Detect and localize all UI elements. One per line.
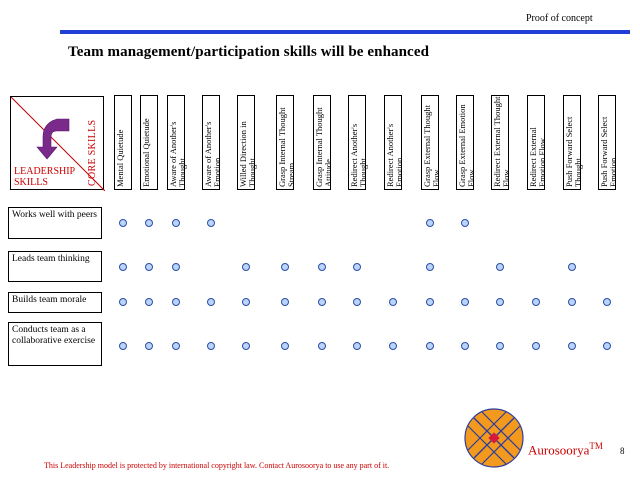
matrix-dot	[145, 263, 153, 271]
matrix-dot	[353, 298, 361, 306]
column-header-label: Redirect Another's Thought	[349, 123, 368, 187]
brand-name	[528, 441, 603, 458]
matrix-dot	[461, 219, 469, 227]
matrix-dot	[353, 263, 361, 271]
column-header-label: Aware of Another's Thought	[168, 121, 187, 187]
leadership-skills-label: LEADERSHIP SKILLS	[14, 166, 75, 188]
matrix-dot	[318, 298, 326, 306]
matrix-dot	[426, 219, 434, 227]
row-header-label: Leads team thinking	[12, 254, 90, 264]
matrix-dot	[172, 219, 180, 227]
matrix-dot	[461, 298, 469, 306]
matrix-dot	[281, 263, 289, 271]
matrix-dot	[318, 342, 326, 350]
column-header-label: Push Forward Select Emotion	[599, 116, 618, 187]
matrix-dot	[426, 342, 434, 350]
column-header	[421, 95, 439, 190]
matrix-dot	[426, 263, 434, 271]
matrix-dot	[145, 342, 153, 350]
column-header	[140, 95, 158, 190]
matrix-dot	[532, 298, 540, 306]
matrix-dot	[207, 219, 215, 227]
column-header-label: Redirect Another's Emotion	[385, 123, 404, 187]
column-header	[167, 95, 185, 190]
brand-text: Aurosoorya	[528, 442, 590, 458]
column-header-label: Willed Direction in Thought	[238, 121, 257, 187]
matrix-dot	[281, 298, 289, 306]
matrix-dot	[603, 298, 611, 306]
column-header-label: Push Forward Select Thought	[564, 116, 583, 187]
matrix-dot	[119, 263, 127, 271]
column-header	[237, 95, 255, 190]
copyright-footer: This Leadership model is protected by international copyright law. Contact Aurosoorya to use any part of it.	[44, 461, 390, 470]
matrix-dot	[389, 342, 397, 350]
row-header	[8, 251, 102, 282]
column-header-label: Aware of Another's Emotion	[203, 121, 222, 187]
column-header-label: Grasp External Emotion Flow	[457, 104, 476, 187]
column-header	[491, 95, 509, 190]
matrix-dot	[389, 298, 397, 306]
matrix-dot	[532, 342, 540, 350]
matrix-dot	[353, 342, 361, 350]
matrix-dot	[207, 342, 215, 350]
matrix-dot	[603, 342, 611, 350]
matrix-dot	[145, 219, 153, 227]
column-header	[384, 95, 402, 190]
column-header-label: Redirect External Emotion Flow	[528, 127, 547, 187]
header-rule	[60, 30, 630, 34]
column-header	[202, 95, 220, 190]
matrix-dot	[172, 298, 180, 306]
column-header	[598, 95, 616, 190]
matrix-dot	[119, 342, 127, 350]
page-number: 8	[620, 446, 625, 456]
column-header	[313, 95, 331, 190]
matrix-dot	[242, 342, 250, 350]
matrix-dot	[318, 263, 326, 271]
matrix-dot	[172, 342, 180, 350]
matrix-dot	[242, 298, 250, 306]
column-header-label: Grasp Internal Thought Stream	[277, 107, 296, 187]
matrix-dot	[145, 298, 153, 306]
row-header-label: Works well with peers	[12, 210, 97, 220]
matrix-dot	[568, 263, 576, 271]
matrix-dot	[119, 219, 127, 227]
column-header	[348, 95, 366, 190]
column-header-label: Emotional Quietude	[141, 118, 151, 187]
page-title: Team management/participation skills will be enhanced	[68, 44, 430, 60]
matrix-dot	[119, 298, 127, 306]
matrix-dot	[568, 298, 576, 306]
column-header	[456, 95, 474, 190]
row-header	[8, 207, 102, 239]
matrix-dot	[496, 263, 504, 271]
column-header-label: Grasp External Thought Flow	[422, 105, 441, 187]
row-header	[8, 292, 102, 313]
column-header	[276, 95, 294, 190]
brand-trademark: TM	[589, 441, 603, 451]
column-header-label: Grasp Internal Thought Attitude	[314, 107, 333, 187]
matrix-dot	[207, 298, 215, 306]
aurosoorya-logo-icon	[464, 408, 524, 468]
column-header	[563, 95, 581, 190]
matrix-dot	[242, 263, 250, 271]
matrix-dot	[496, 298, 504, 306]
column-header-label: Mental Quietude	[115, 129, 125, 187]
row-header-label: Builds team morale	[12, 295, 87, 305]
row-header	[8, 322, 102, 366]
column-header-label: Redirect External Thought Flow	[492, 96, 511, 187]
row-header-label: Conducts team as a collaborative exercise	[12, 325, 96, 346]
header-label: Proof of concept	[526, 13, 593, 24]
matrix-dot	[568, 342, 576, 350]
matrix-dot	[281, 342, 289, 350]
column-header	[527, 95, 545, 190]
matrix-dot	[461, 342, 469, 350]
core-skills-label-wrap	[84, 100, 100, 186]
core-skills-label: CORE SKILLS	[87, 119, 98, 186]
matrix-dot	[496, 342, 504, 350]
matrix-dot	[172, 263, 180, 271]
matrix-dot	[426, 298, 434, 306]
column-header	[114, 95, 132, 190]
